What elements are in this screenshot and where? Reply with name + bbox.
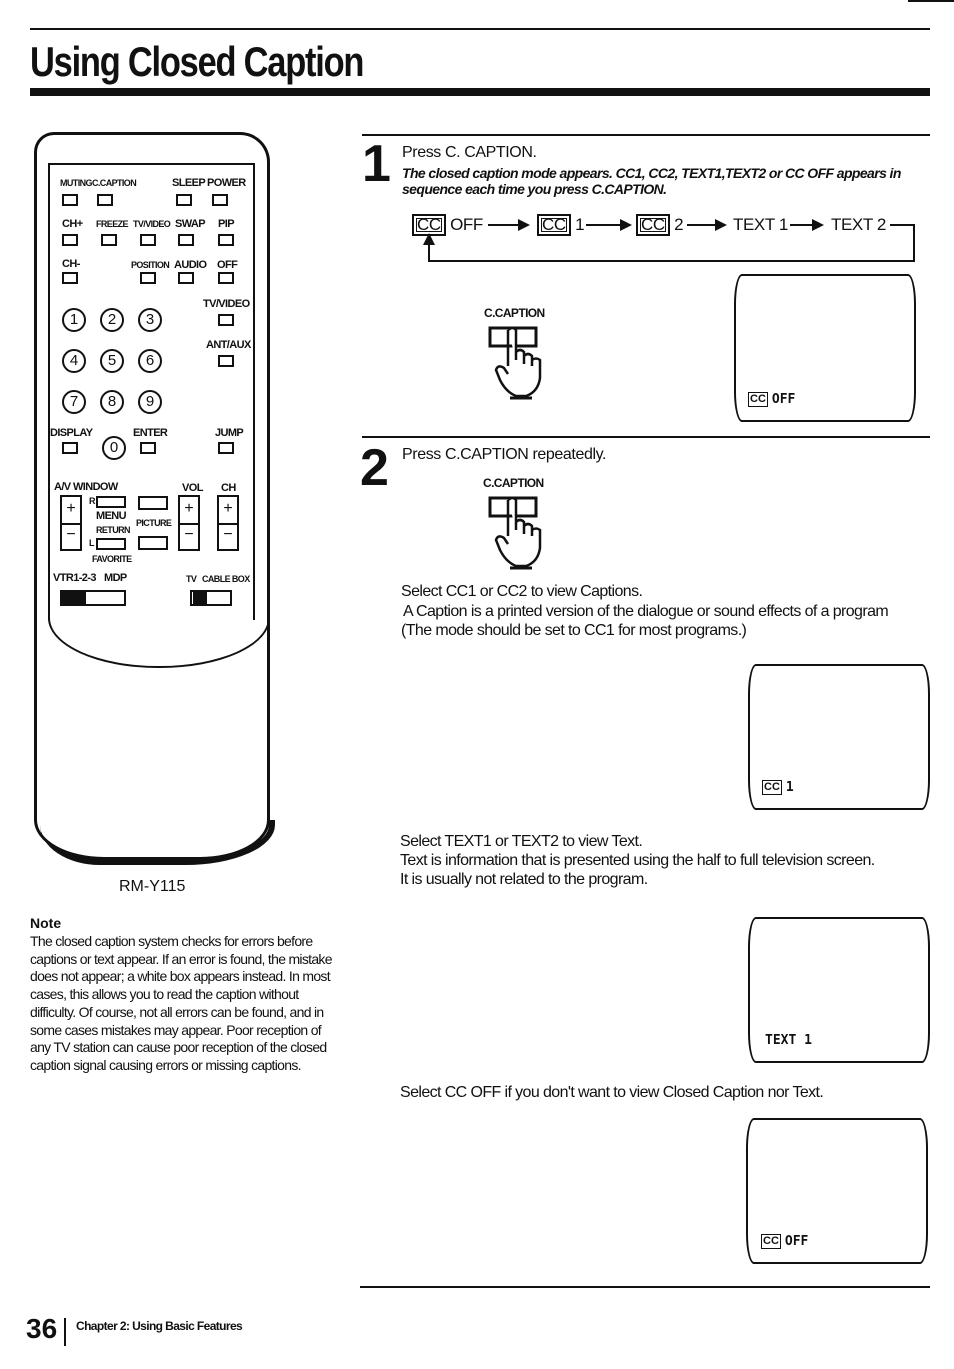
seq-text2: TEXT 2 xyxy=(831,215,886,234)
captions-line-2: A Caption is a printed version of the dialogue or sound effects of a program xyxy=(403,603,889,620)
menu-up-button[interactable] xyxy=(138,496,168,510)
hand-press-icon xyxy=(488,492,548,572)
loop-line-left xyxy=(428,242,430,262)
number-6-button[interactable]: 6 xyxy=(138,349,162,373)
minus-icon: − xyxy=(223,526,233,543)
r-button[interactable] xyxy=(96,496,126,508)
l-label: L xyxy=(89,538,94,548)
page-number: 36 xyxy=(26,1313,58,1344)
swap-label: SWAP xyxy=(175,218,205,230)
chplus-label: CH+ xyxy=(62,218,83,230)
hand-press-icon xyxy=(488,322,548,402)
cc-badge: CC xyxy=(412,214,446,236)
screen-cc-off-indicator: CC OFF xyxy=(763,1234,809,1249)
antaux-label: ANT/AUX xyxy=(206,339,251,351)
r-label: R xyxy=(89,496,95,506)
freeze-button[interactable] xyxy=(101,234,117,246)
step1-description: The closed caption mode appears. CC1, CC2, TEXT1,TEXT2 or CC OFF appears in sequence each time you press C.CAPTION. xyxy=(402,165,901,197)
off-label: OFF xyxy=(217,259,238,271)
ch-rocker[interactable] xyxy=(217,495,239,551)
text-line-1: Select TEXT1 or TEXT2 to view Text. xyxy=(400,833,643,850)
freeze-label: FREEZE xyxy=(96,219,128,229)
chminus-button[interactable] xyxy=(62,272,78,284)
captions-line-1: Select CC1 or CC2 to view Captions. xyxy=(401,583,643,600)
off-button[interactable] xyxy=(218,272,234,284)
cc-mini-badge: CC xyxy=(764,781,780,793)
loop-line-top xyxy=(890,224,914,226)
tvvideo-button[interactable] xyxy=(218,314,234,326)
l-button[interactable] xyxy=(96,538,126,550)
seq-cc1: CC 1 xyxy=(537,214,584,236)
arrow-right-icon xyxy=(687,224,725,226)
note-body: The closed caption system checks for errors before captions or text appear. If an error is found, the mistake does not appear; a white box appears instead. In most cases, this allows you to read the caption without difficulty. Of course, not all errors can be found, and in some cases mistakes may appear. Poor reception of any TV station can cause poor reception of the closed caption signal causing errors or missing captions. xyxy=(30,933,332,1073)
position-button[interactable] xyxy=(140,272,156,284)
number-2-button[interactable]: 2 xyxy=(100,308,124,332)
seq-cc2: CC 2 xyxy=(636,214,683,236)
vtr-label: VTR1-2-3 xyxy=(53,572,96,584)
audio-label: AUDIO xyxy=(174,259,207,271)
antaux-button[interactable] xyxy=(218,355,234,367)
arrow-right-icon xyxy=(790,224,822,226)
number-3-button[interactable]: 3 xyxy=(138,308,162,332)
minus-icon: − xyxy=(66,526,76,543)
step1-title: Press C. CAPTION. xyxy=(402,144,537,161)
chapter-label: Chapter 2: Using Basic Features xyxy=(76,1319,243,1333)
top-rule xyxy=(30,28,930,30)
number-0-button[interactable]: 0 xyxy=(102,436,126,460)
note-heading: Note xyxy=(30,915,62,931)
picture-button[interactable] xyxy=(138,536,168,550)
title-underline xyxy=(30,88,930,96)
enter-button[interactable] xyxy=(140,442,156,454)
vtr-switch-knob xyxy=(62,592,86,604)
picture-label: PICTURE xyxy=(136,518,172,528)
step2-rule xyxy=(362,436,930,438)
chplus-button[interactable] xyxy=(62,234,78,246)
plus-icon: + xyxy=(223,500,233,517)
cc-badge: CC xyxy=(636,214,670,236)
mdp-label: MDP xyxy=(104,572,127,584)
tvvideo-label: TV/VIDEO xyxy=(203,298,250,310)
menu-label: MENU xyxy=(96,510,126,522)
display-label: DISPLAY xyxy=(50,427,93,439)
cc-mini-badge: CC xyxy=(750,393,766,405)
vol-rocker[interactable] xyxy=(178,495,200,551)
arrow-right-icon xyxy=(586,224,630,226)
return-label: RETURN xyxy=(96,525,130,535)
power-button[interactable] xyxy=(212,194,228,206)
arrow-right-icon xyxy=(488,224,528,226)
pip-button[interactable] xyxy=(218,234,234,246)
pip-label: PIP xyxy=(218,218,234,230)
text-line-3: It is usually not related to the program. xyxy=(400,871,648,888)
captions-line-3: (The mode should be set to CC1 for most programs.) xyxy=(401,622,747,639)
cable-box-label: CABLE BOX xyxy=(202,574,250,584)
cc-off-line: Select CC OFF if you don't want to view Closed Caption nor Text. xyxy=(400,1084,824,1101)
number-1-button[interactable]: 1 xyxy=(62,308,86,332)
jump-label: JUMP xyxy=(215,427,244,439)
number-9-button[interactable]: 9 xyxy=(138,390,162,414)
text-line-2: Text is information that is presented using the half to full television screen. xyxy=(400,852,875,869)
power-label: POWER xyxy=(207,177,246,189)
chminus-label: CH- xyxy=(62,258,80,270)
sleep-button[interactable] xyxy=(176,194,192,206)
step2-title: Press C.CAPTION repeatedly. xyxy=(402,446,607,463)
swap-button[interactable] xyxy=(178,234,194,246)
loop-line-right xyxy=(913,224,915,262)
number-4-button[interactable]: 4 xyxy=(62,349,86,373)
plus-icon: + xyxy=(184,500,194,517)
seq-text1: TEXT 1 xyxy=(733,215,788,234)
step1-button-label: C.CAPTION xyxy=(484,306,545,320)
jump-button[interactable] xyxy=(218,442,234,454)
audio-button[interactable] xyxy=(178,272,194,284)
bottom-rule xyxy=(360,1286,930,1288)
favorite-label: FAVORITE xyxy=(92,554,132,564)
screen-cc-indicator: CC OFF xyxy=(750,392,796,407)
av-window-rocker[interactable] xyxy=(60,495,82,551)
screen-text1-indicator: TEXT 1 xyxy=(765,1033,812,1048)
display-button[interactable] xyxy=(62,442,78,454)
position-label: POSITION xyxy=(131,260,170,270)
step1-rule xyxy=(362,134,930,136)
tv-switch-knob xyxy=(193,592,207,604)
cc-badge: CC xyxy=(537,214,571,236)
loop-line-bottom xyxy=(428,260,915,262)
av-window-label: A/V WINDOW xyxy=(54,481,118,493)
number-5-button[interactable]: 5 xyxy=(100,349,124,373)
ccaption-label: C.CAPTION xyxy=(92,178,137,188)
cc-mini-badge: CC xyxy=(763,1235,779,1247)
footer-divider xyxy=(64,1318,66,1346)
muting-label: MUTING xyxy=(60,178,92,188)
minus-icon: − xyxy=(184,526,194,543)
screen-cc1-indicator: CC 1 xyxy=(764,780,794,795)
step2-number: 2 xyxy=(360,439,389,497)
ccaption-button[interactable] xyxy=(97,194,113,206)
number-8-button[interactable]: 8 xyxy=(100,390,124,414)
tvvideo-small-button[interactable] xyxy=(140,234,156,246)
seq-cc-off: CC OFF xyxy=(412,214,483,236)
plus-icon: + xyxy=(66,500,76,517)
remote-shadow xyxy=(40,820,275,865)
top-right-dash xyxy=(908,0,954,2)
enter-label: ENTER xyxy=(133,427,168,439)
ch-label: CH xyxy=(221,482,236,494)
number-7-button[interactable]: 7 xyxy=(62,390,86,414)
page-title: Using Closed Caption xyxy=(30,38,364,85)
remote-model: RM-Y115 xyxy=(119,878,186,895)
tv-label: TV xyxy=(186,574,197,584)
sleep-label: SLEEP xyxy=(172,177,206,189)
vol-label: VOL xyxy=(182,482,203,494)
step2-button-label: C.CAPTION xyxy=(483,476,544,490)
arrow-up-icon xyxy=(423,233,435,245)
muting-button[interactable] xyxy=(62,194,78,206)
step1-number: 1 xyxy=(362,135,391,193)
tvvideo-small-label: TV/VIDEO xyxy=(133,219,171,229)
